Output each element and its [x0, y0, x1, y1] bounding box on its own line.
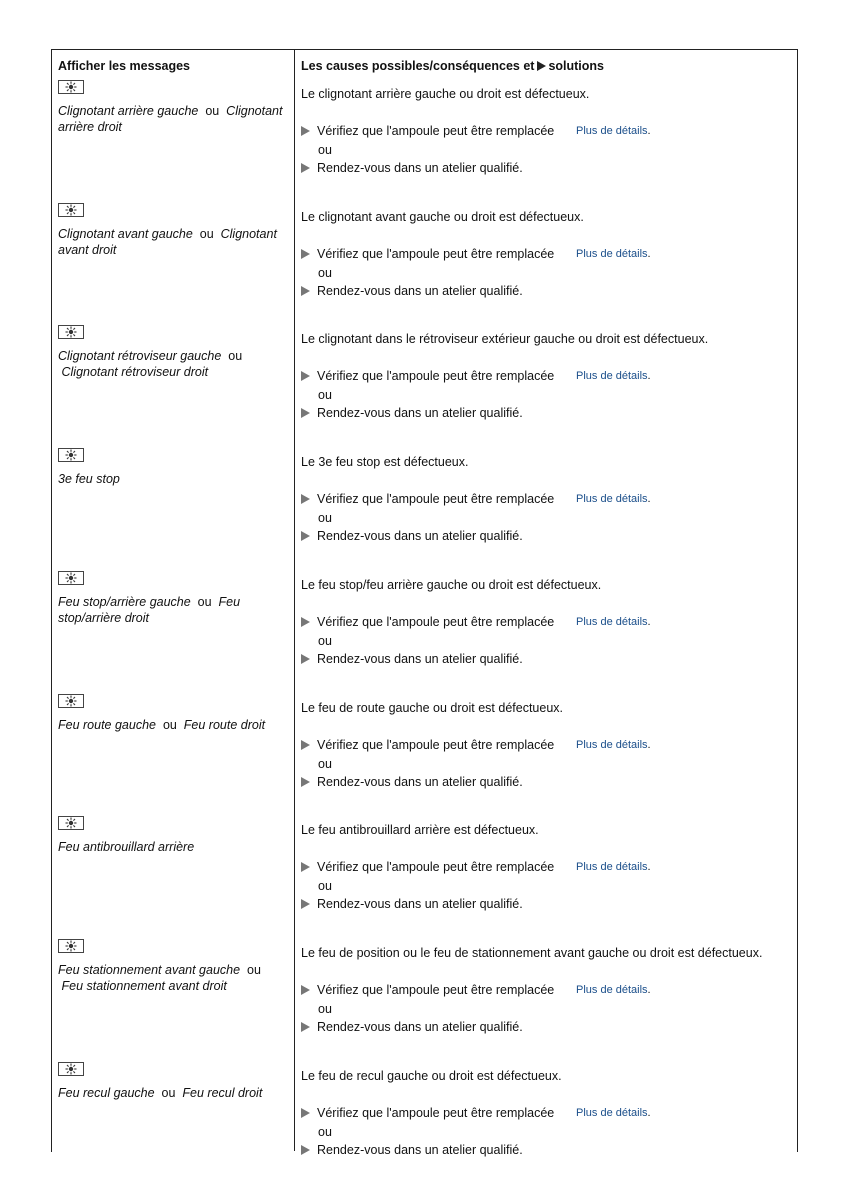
solution-verify — [301, 615, 554, 629]
solution-or: ou — [318, 388, 332, 403]
arrow-right-icon — [301, 126, 310, 136]
arrow-right-icon — [301, 740, 310, 750]
table-row — [0, 448, 848, 570]
bulb-warning-icon — [58, 1062, 84, 1076]
bulb-warning-icon — [58, 448, 84, 462]
solution-workshop — [301, 1143, 523, 1157]
details-dot: . — [647, 247, 651, 260]
solution-verify — [301, 738, 554, 752]
workshop-text: Rendez-vous dans un atelier qualifié. — [317, 897, 523, 912]
arrow-right-icon — [301, 899, 310, 909]
cause-text: Le clignotant dans le rétroviseur extérieur gauche ou droit est défectueux. — [301, 332, 709, 347]
table-row — [0, 571, 848, 693]
details-link[interactable]: Plus de détails — [576, 738, 648, 751]
details-dot: . — [647, 615, 651, 628]
message-separator: ou — [58, 349, 243, 380]
message-separator: ou — [192, 226, 221, 241]
header-causes-text: Les causes possibles/conséquences et — [301, 59, 535, 73]
message-separator: ou — [58, 962, 261, 993]
cause-text: Le feu de route gauche ou droit est défectueux. — [301, 700, 563, 715]
details-link-wrap — [576, 248, 651, 260]
solution-or: ou — [318, 756, 332, 771]
details-link-wrap — [576, 984, 651, 996]
solution-or: ou — [318, 879, 332, 894]
solution-workshop — [301, 284, 523, 298]
display-message — [58, 471, 288, 487]
bulb-warning-icon — [58, 203, 84, 217]
solution-or: ou — [318, 143, 332, 157]
message-separator: ou — [190, 594, 219, 609]
solution-or: ou — [318, 1001, 332, 1016]
details-link-wrap — [576, 370, 651, 382]
message-a: Feu stop/arrière gauche — [58, 594, 191, 609]
solution-verify — [301, 124, 554, 138]
verify-text: Vérifiez que l'ampoule peut être remplacée — [317, 246, 555, 261]
verify-text: Vérifiez que l'ampoule peut être remplacée — [317, 860, 555, 875]
details-link-wrap — [576, 616, 651, 628]
solution-verify — [301, 1106, 554, 1120]
table-row — [0, 816, 848, 938]
details-dot: . — [647, 493, 651, 506]
solution-or: ou — [318, 511, 332, 526]
details-dot: . — [647, 738, 651, 751]
solution-verify — [301, 983, 554, 997]
solution-workshop — [301, 529, 523, 543]
display-message — [58, 1085, 288, 1101]
cause-text: Le clignotant avant gauche ou droit est défectueux. — [301, 209, 584, 224]
details-link-wrap — [576, 861, 651, 873]
bulb-warning-icon — [58, 694, 84, 708]
solution-workshop — [301, 897, 523, 911]
details-link[interactable]: Plus de détails — [576, 983, 648, 996]
table-row — [0, 939, 848, 1061]
solution-or: ou — [318, 265, 332, 280]
display-message — [58, 594, 288, 626]
arrow-right-icon — [301, 408, 310, 418]
message-a: Feu stationnement avant gauche — [58, 962, 241, 977]
bulb-warning-icon — [58, 939, 84, 953]
cause-text: Le clignotant arrière gauche ou droit est défectueux. — [301, 87, 590, 101]
details-link[interactable]: Plus de détails — [576, 861, 648, 874]
message-b: Feu route droit — [183, 717, 266, 732]
details-link[interactable]: Plus de détails — [576, 370, 648, 383]
arrow-right-icon — [301, 494, 310, 504]
arrow-right-icon — [301, 163, 310, 173]
details-dot: . — [647, 370, 651, 383]
details-link-wrap — [576, 125, 651, 137]
details-dot: . — [647, 983, 651, 996]
workshop-text: Rendez-vous dans un atelier qualifié. — [317, 161, 523, 175]
workshop-text: Rendez-vous dans un atelier qualifié. — [317, 283, 523, 298]
display-message — [58, 962, 288, 994]
details-link-wrap — [576, 1107, 651, 1119]
message-a: Feu route gauche — [58, 717, 156, 732]
cause-text: Le feu de recul gauche ou droit est défectueux. — [301, 1068, 562, 1083]
triangle-icon — [537, 61, 546, 71]
bulb-warning-icon — [58, 816, 84, 830]
table-row — [0, 694, 848, 816]
details-dot: . — [647, 1106, 651, 1119]
display-message — [58, 839, 288, 855]
message-a: Feu recul gauche — [58, 1085, 155, 1100]
details-link-wrap — [576, 739, 651, 751]
verify-text: Vérifiez que l'ampoule peut être remplacée — [317, 369, 555, 384]
cause-text: Le feu de position ou le feu de stationnement avant gauche ou droit est défectueux. — [301, 945, 763, 960]
workshop-text: Rendez-vous dans un atelier qualifié. — [317, 406, 523, 421]
header-solutions-text: solutions — [548, 59, 605, 73]
solution-verify — [301, 860, 554, 874]
table-row — [0, 325, 848, 447]
table-row — [0, 80, 848, 202]
arrow-right-icon — [301, 1022, 310, 1032]
display-message — [58, 103, 288, 135]
message-a: Clignotant avant gauche — [58, 226, 193, 241]
solution-or: ou — [318, 633, 332, 648]
table-row — [0, 203, 848, 325]
message-a: Clignotant rétroviseur gauche — [58, 349, 222, 364]
arrow-right-icon — [301, 286, 310, 296]
column-header-messages: Afficher les messages — [58, 59, 191, 73]
column-header-causes — [301, 59, 604, 73]
details-link[interactable]: Plus de détails — [576, 493, 648, 506]
message-a: 3e feu stop — [58, 472, 120, 487]
arrow-right-icon — [301, 862, 310, 872]
details-dot: . — [647, 861, 651, 874]
message-separator: ou — [156, 717, 184, 732]
verify-text: Vérifiez que l'ampoule peut être remplacée — [317, 124, 555, 138]
workshop-text: Rendez-vous dans un atelier qualifié. — [317, 1019, 523, 1034]
message-b: Feu recul droit — [182, 1085, 263, 1100]
display-message — [58, 226, 288, 258]
bulb-warning-icon — [58, 80, 84, 94]
details-link[interactable]: Plus de détails — [576, 615, 648, 628]
solution-verify — [301, 247, 554, 261]
arrow-right-icon — [301, 617, 310, 627]
bulb-warning-icon — [58, 571, 84, 585]
message-b: Clignotant arrière droit — [58, 104, 283, 134]
bulb-warning-icon — [58, 325, 84, 339]
arrow-right-icon — [301, 531, 310, 541]
solution-workshop — [301, 775, 523, 789]
arrow-right-icon — [301, 777, 310, 787]
details-link[interactable]: Plus de détails — [576, 1106, 648, 1119]
solution-verify — [301, 492, 554, 506]
solution-verify — [301, 369, 554, 383]
display-message — [58, 717, 288, 733]
details-link[interactable]: Plus de détails — [576, 247, 648, 260]
workshop-text: Rendez-vous dans un atelier qualifié. — [317, 774, 523, 789]
message-b: Feu stationnement avant droit — [61, 978, 227, 993]
message-a: Clignotant arrière gauche — [58, 104, 199, 118]
solution-workshop — [301, 1020, 523, 1034]
verify-text: Vérifiez que l'ampoule peut être remplacée — [317, 492, 555, 507]
workshop-text: Rendez-vous dans un atelier qualifié. — [317, 529, 523, 544]
solution-workshop — [301, 161, 523, 175]
verify-text: Vérifiez que l'ampoule peut être remplacée — [317, 614, 555, 629]
display-message — [58, 348, 288, 380]
table-row — [0, 1062, 848, 1184]
solution-workshop — [301, 406, 523, 420]
arrow-right-icon — [301, 249, 310, 259]
message-a: Feu antibrouillard arrière — [58, 840, 195, 855]
details-link[interactable]: Plus de détails — [576, 125, 648, 137]
workshop-text: Rendez-vous dans un atelier qualifié. — [317, 651, 523, 666]
arrow-right-icon — [301, 985, 310, 995]
arrow-right-icon — [301, 654, 310, 664]
details-dot: . — [647, 125, 651, 137]
solution-workshop — [301, 652, 523, 666]
message-b: Feu stop/arrière droit — [58, 594, 241, 625]
workshop-text: Rendez-vous dans un atelier qualifié. — [317, 1142, 523, 1157]
verify-text: Vérifiez que l'ampoule peut être remplacée — [317, 737, 555, 752]
details-link-wrap — [576, 493, 651, 505]
cause-text: Le 3e feu stop est défectueux. — [301, 455, 469, 470]
verify-text: Vérifiez que l'ampoule peut être remplacée — [317, 982, 555, 997]
arrow-right-icon — [301, 371, 310, 381]
verify-text: Vérifiez que l'ampoule peut être remplacée — [317, 1105, 555, 1120]
cause-text: Le feu stop/feu arrière gauche ou droit est défectueux. — [301, 577, 602, 592]
message-separator: ou — [198, 104, 227, 118]
arrow-right-icon — [301, 1108, 310, 1118]
message-b: Clignotant rétroviseur droit — [61, 365, 209, 380]
message-separator: ou — [154, 1085, 183, 1100]
cause-text: Le feu antibrouillard arrière est défectueux. — [301, 823, 539, 838]
arrow-right-icon — [301, 1145, 310, 1155]
solution-or: ou — [318, 1124, 332, 1139]
message-b: Clignotant avant droit — [58, 226, 277, 257]
